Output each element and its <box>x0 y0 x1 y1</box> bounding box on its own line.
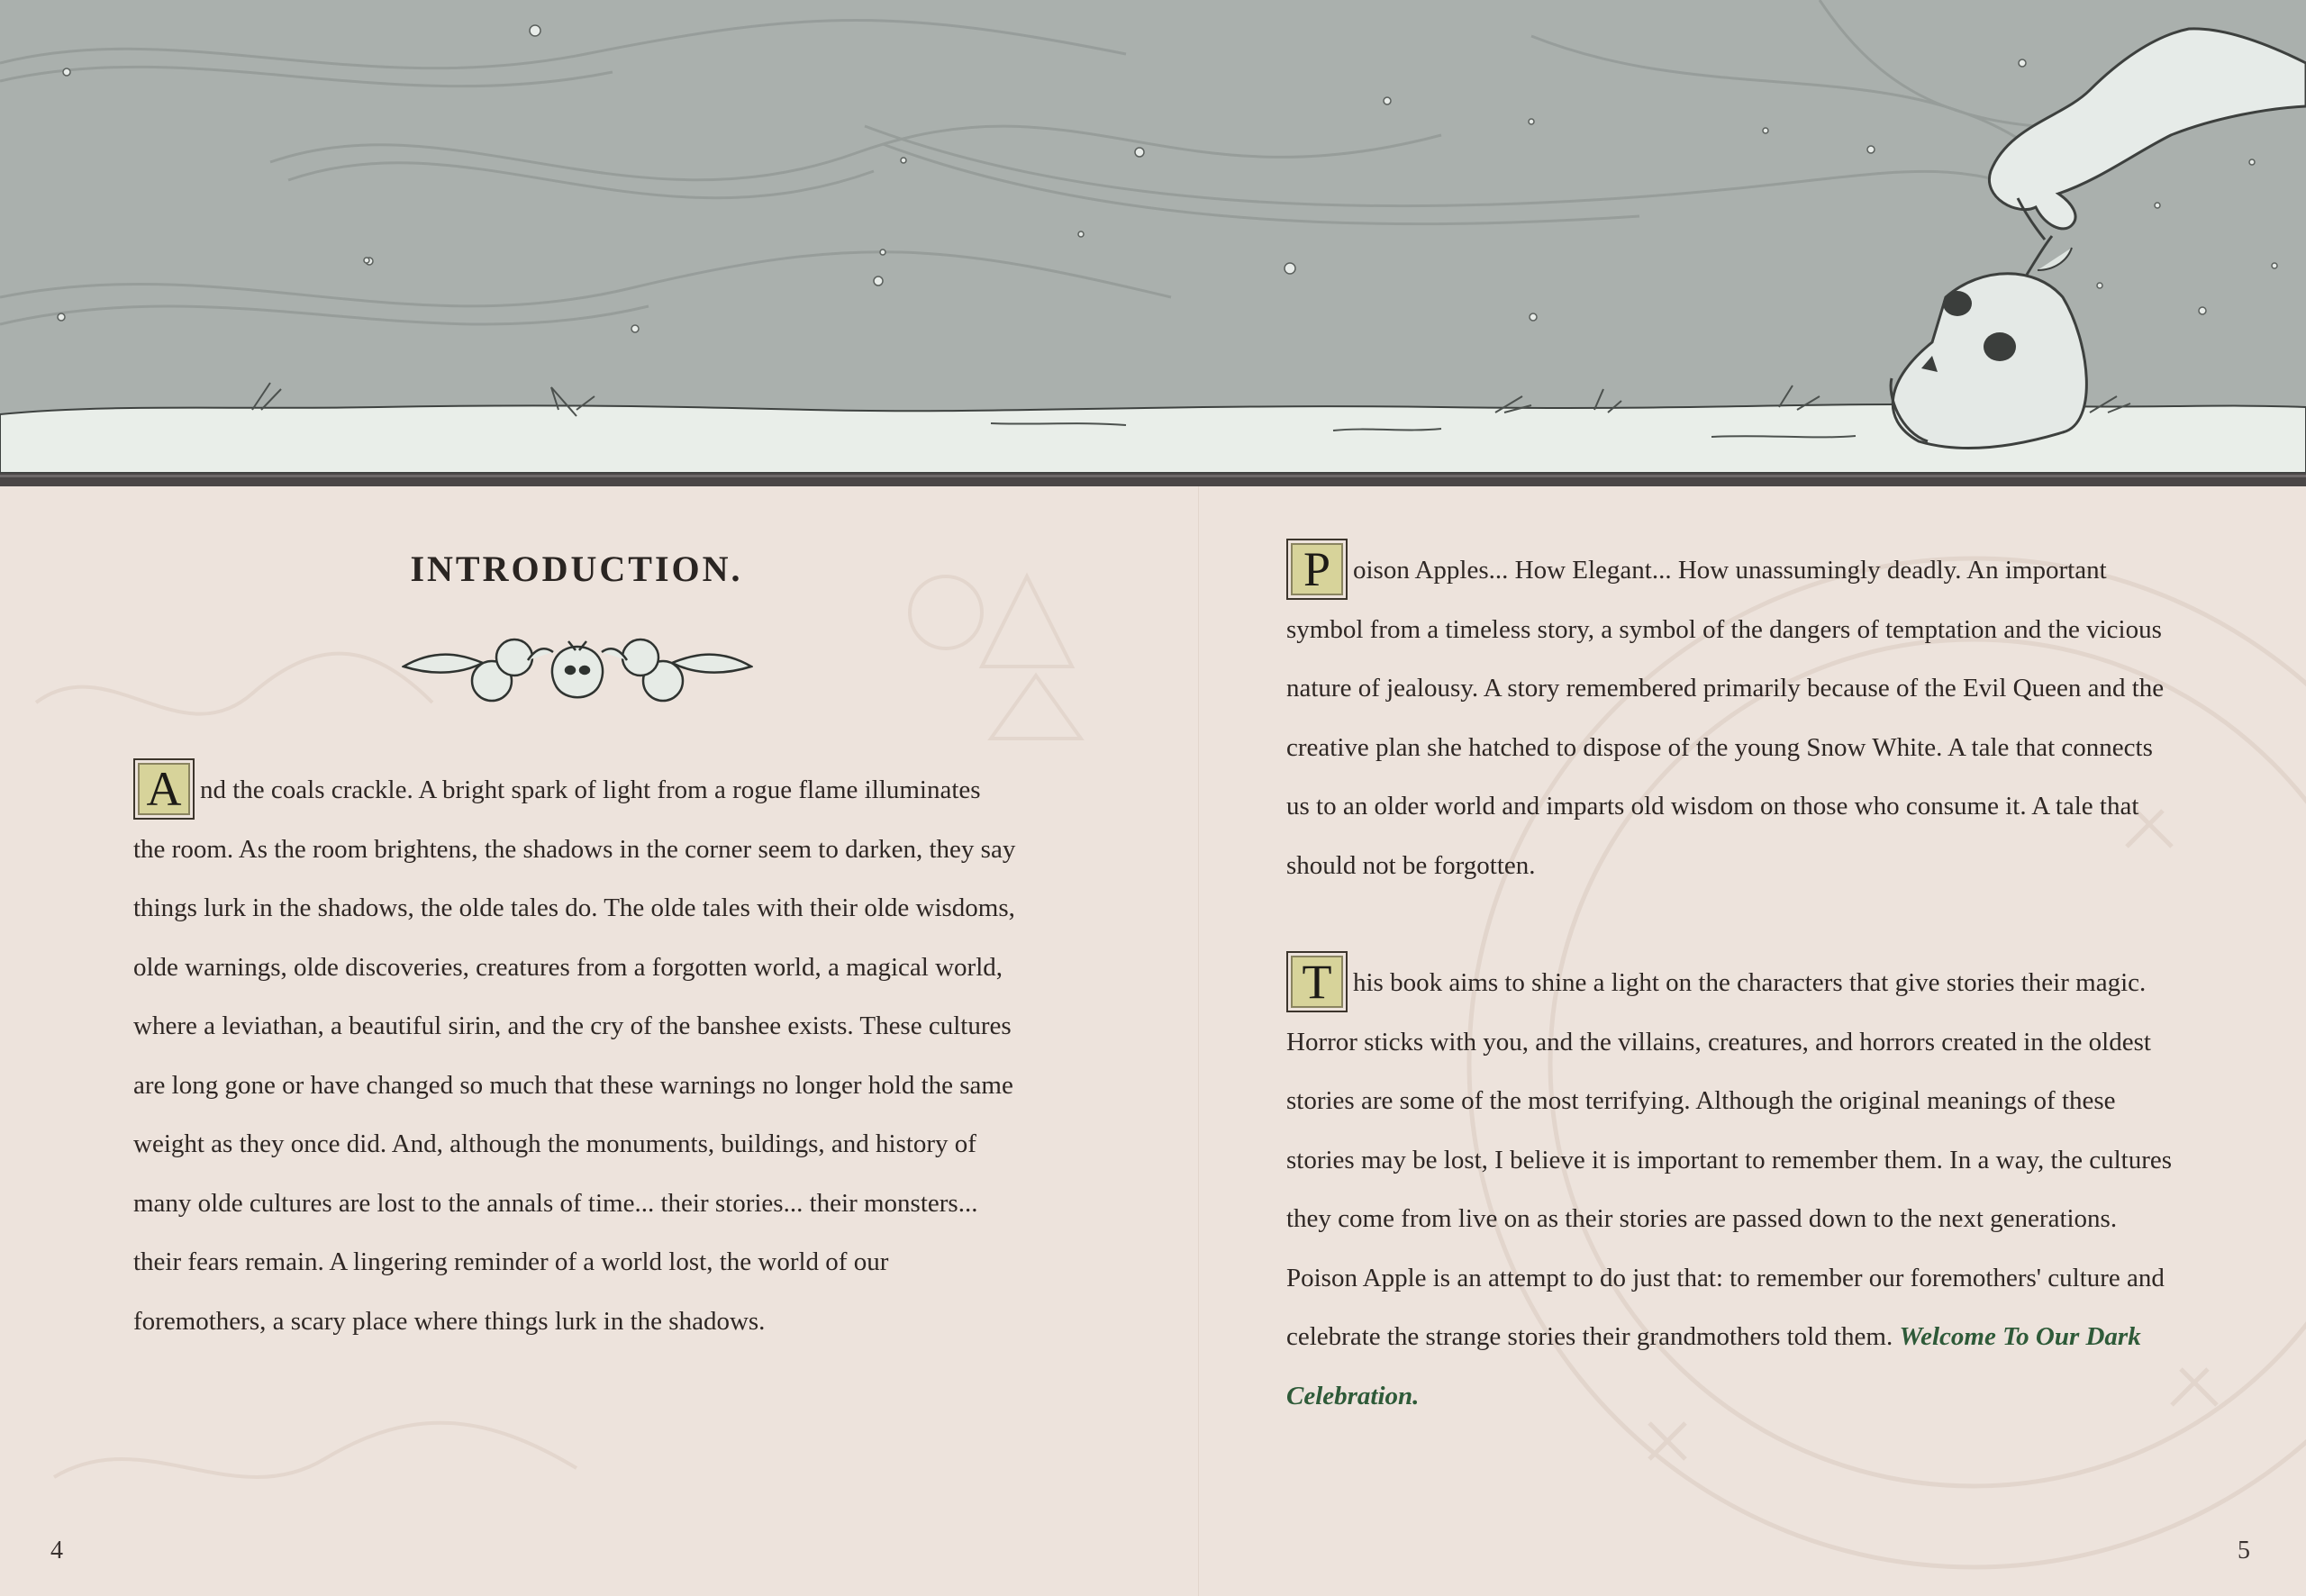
closing-line: Welcome To Our Dark Celebration. <box>1286 1322 2141 1410</box>
book-aims-text: his book aims to shine a light on the characters that give stories their magic. Horror sticks with you, and the villains, creatures, and horrors created in the oldest stories are some of the most terrifying. Although the original meanings of these stories may be lost, I believe it is important to remember them. In a way, the cultures they come from live on as their stories are passed down to the next generations. Poison Apple is an attempt to do just that: to remember our foremothers' culture and celebrate the strange stories their grandmothers told them. <box>1286 968 2173 1351</box>
page-number-left: 4 <box>50 1537 63 1564</box>
page-title: INTRODUCTION. <box>410 549 743 589</box>
intro-paragraph <box>133 758 1016 1351</box>
poison-apple-text: oison Apples... How Elegant... How unassumingly deadly. An important symbol from a timeless story, a symbol of the dangers of temptation and the vicious nature of jealousy. A story remembered primarily because of the Evil Queen and the creative plan she hatched to dispose of the young Snow White. A tale that connects us to an older world and imparts old wisdom on those who consume it. A tale that should not be forgotten. <box>1286 556 2165 880</box>
dropcap-a: A <box>133 758 195 820</box>
snowy-night-scene <box>0 0 2306 486</box>
dropcap-p: P <box>1286 539 1348 600</box>
dropcap-t: T <box>1286 951 1348 1012</box>
apple-ornament-icon <box>402 620 753 710</box>
book-aims-paragraph <box>1286 951 2174 1426</box>
intro-text: nd the coals crackle. A bright spark of light from a rogue flame illuminates the room. As the room brightens, the shadows in the corner seem to darken, they say things lurk in the shadows, the olde tales do. The olde tales with their olde wisdoms, olde warnings, olde discoveries, creatures from a forgotten world, a magical world, where a leviathan, a beautiful sirin, and the cry of the banshee exists. These cultures are long gone or have changed so much that these warnings no longer hold the same weight as they once did. And, although the monuments, buildings, and history of many olde cultures are lost to the annals of time... their stories... their monsters... their fears remain. A lingering reminder of a world lost, the world of our foremothers, a scary place where things lurk in the shadows. <box>133 775 1016 1336</box>
header-illustration <box>0 0 2306 486</box>
poison-apple-paragraph <box>1286 539 2174 895</box>
page-number-right: 5 <box>2238 1537 2250 1564</box>
